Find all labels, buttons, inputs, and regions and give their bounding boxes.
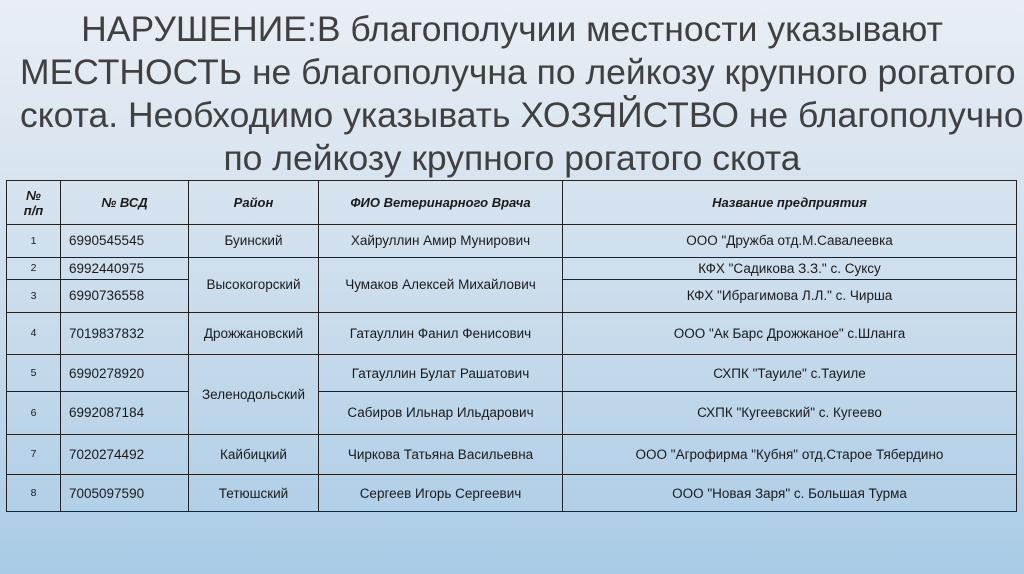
doctor-name: Чиркова Татьяна Васильевна [319,434,563,475]
header-number-line1: № [26,187,41,203]
doctor-name: Сабиров Ильнар Ильдарович [319,391,563,434]
table-row [7,355,1017,392]
header-number [7,181,61,225]
vsd-number: 6990736558 [61,279,189,312]
enterprise-name: ООО "Дружба отд.М.Савалеевка [563,225,1017,258]
vsd-number: 6990278920 [61,355,189,392]
slide-title [20,8,1024,180]
vsd-number: 6992440975 [61,257,189,279]
table-header-row [7,181,1017,225]
row-number: 7 [7,434,61,475]
table-row [7,391,1017,434]
vsd-number: 7005097590 [61,475,189,512]
row-number: 3 [7,279,61,312]
district: Буинский [189,225,319,258]
vsd-number: 6992087184 [61,391,189,434]
table-row [7,225,1017,258]
title-line: МЕСТНОСТЬ не благополучна по лейкозу крупного рогатого [20,52,1016,92]
table-row [7,312,1017,355]
enterprise-name: ООО "Ак Барс Дрожжаное" с.Шланга [563,312,1017,355]
district: Кайбицкий [189,434,319,475]
vsd-number: 7019837832 [61,312,189,355]
title-line: скота. Необходимо указывать ХОЗЯЙСТВО не благополучно [20,95,1024,135]
enterprise-name: КФХ "Ибрагимова Л.Л." с. Чирша [563,279,1017,312]
title-line: НАРУШЕНИЕ:В благополучии местности указывают [81,9,943,49]
header-district: Район [189,181,319,225]
header-vsd: № ВСД [61,181,189,225]
district: Дрожжановский [189,312,319,355]
doctor-name: Чумаков Алексей Михайлович [319,257,563,312]
row-number: 4 [7,312,61,355]
violations-table [6,180,1017,512]
header-enterprise: Название предприятия [563,181,1017,225]
doctor-name: Сергеев Игорь Сергеевич [319,475,563,512]
enterprise-name: СХПК "Кугеевский" с. Кугеево [563,391,1017,434]
table-row [7,257,1017,279]
table-row [7,475,1017,512]
row-number: 6 [7,391,61,434]
doctor-name: Гатауллин Фанил Фенисович [319,312,563,355]
doctor-name: Хайруллин Амир Мунирович [319,225,563,258]
enterprise-name: ООО "Агрофирма "Кубня" отд.Старое Тябердино [563,434,1017,475]
header-doctor: ФИО Ветеринарного Врача [319,181,563,225]
row-number: 5 [7,355,61,392]
vsd-number: 6990545545 [61,225,189,258]
row-number: 2 [7,257,61,279]
row-number: 8 [7,475,61,512]
enterprise-name: СХПК "Тауиле" с.Тауиле [563,355,1017,392]
district: Тетюшский [189,475,319,512]
header-number-line2: п/п [23,202,44,218]
table-row [7,434,1017,475]
district: Зеленодольский [189,355,319,434]
title-line: по лейкозу крупного рогатого скота [223,138,801,178]
vsd-number: 7020274492 [61,434,189,475]
enterprise-name: КФХ "Садикова З.З." с. Суксу [563,257,1017,279]
enterprise-name: ООО "Новая Заря" с. Большая Турма [563,475,1017,512]
row-number: 1 [7,225,61,258]
doctor-name: Гатауллин Булат Рашатович [319,355,563,392]
district: Высокогорский [189,257,319,312]
